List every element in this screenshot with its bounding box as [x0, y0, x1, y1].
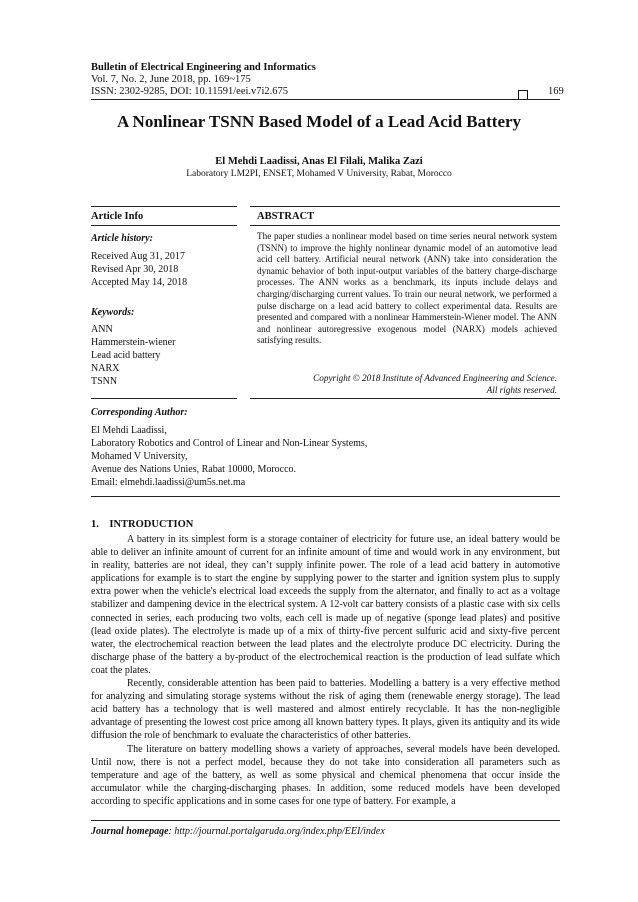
header-rule [91, 99, 560, 100]
introduction-body [91, 533, 560, 808]
keywords-label: Keywords: [91, 307, 135, 318]
paragraph: A battery in its simplest form is a storage container of electricity for future use, an ideal battery would be able to deliver an infinite amount of current for an infinite amount of time and would work in any environment, but in reality, batteries are not ideal, they can’t supply infinite power. The role of a lead acid battery in automotive applications for example is to start the engine by supplying power to the starter and ignition system plus to supply extra power when the vehicle's electrical load exceeds the supply from the alternator, and finally to act as a voltage stabilizer and dampening device in the electrical system. A 12-volt car battery consists of a plastic case with six cells connected in series, each producing two volts, each cell is made up of negative (sponge lead plates) and positive (lead oxide plates). The electrolyte is made up of a mix of thirty-five percent sulfuric acid and sixty-five percent water, the electrochemical reaction between the lead plates and the electrolyte produce DC electricity. During the discharge phase of the battery a by-product of the electrochemical reaction is the production of lead sulfate which coat the plates. [91, 534, 560, 676]
keywords-list [91, 323, 175, 388]
history-dates [91, 250, 187, 289]
abstract-rule [250, 225, 560, 226]
page-number: 169 [548, 86, 564, 97]
article-history-label: Article history: [91, 233, 153, 244]
keyword: TSNN [91, 376, 118, 387]
abstract-top-rule [250, 206, 560, 207]
footer-rule [91, 820, 560, 821]
article-info-bottom-rule [91, 398, 237, 399]
section-heading: 1. INTRODUCTION [91, 519, 194, 530]
abstract-bottom-rule [250, 398, 560, 399]
author-address: Avenue des Nations Unies, Rabat 10000, Morocco. [91, 464, 297, 475]
corresponding-author-details [91, 424, 367, 489]
paragraph: The literature on battery modelling shows a variety of approaches, several models have been developed. Until now, there is not a perfect model, because they do not take into consideration all parameters such as temperature and age of the battery, as well as some physical and chemical phenomena that occur inside the accumulator while the charging-discharging phases. In addition, some reduced models have been developed according to specific applications and in some cases for one type of battery. For example, a [91, 743, 560, 807]
keyword: NARX [91, 363, 120, 374]
copyright-line: All rights reserved. [486, 385, 557, 395]
copyright-line: Copyright © 2018 Institute of Advanced Engineering and Science. [313, 373, 557, 383]
keyword: Lead acid battery [91, 350, 161, 361]
paragraph: Recently, considerable attention has been paid to batteries. Modelling a battery is a very effective method for analyzing and simulating storage systems without the risk of aging them (renewable energy storage). The lead acid battery has a technology that is well mastered and almost entirely recyclable. It has the non-negligible advantage of presenting the lowest cost price among all known battery types. It plays, given its antiquity and its wide diffusion the role of benchmark to evaluate the characteristics of other batteries. [91, 678, 560, 742]
abstract-heading: ABSTRACT [257, 211, 315, 222]
article-info-rule [91, 225, 237, 226]
homepage-label: Journal homepage [91, 826, 169, 837]
author-email: Email: elmehdi.laadissi@um5s.net.ma [91, 477, 246, 488]
article-info-heading: Article Info [91, 211, 144, 222]
accepted-date: Accepted May 14, 2018 [91, 277, 188, 288]
volume-info: Vol. 7, No. 2, June 2018, pp. 169~175 [91, 74, 251, 85]
authors: El Mehdi Laadissi, Anas El Filali, Malika Zazi [215, 156, 423, 167]
copyright [257, 372, 557, 396]
article-info-top-rule [91, 206, 237, 207]
homepage-url[interactable]: : http://journal.portalgaruda.org/index.php/EEI/index [168, 826, 385, 837]
affiliation: Laboratory LM2PI, ENSET, Mohamed V University, Rabat, Morocco [186, 169, 452, 179]
received-date: Received Aug 31, 2017 [91, 251, 185, 262]
keyword: ANN [91, 324, 113, 335]
keyword: Hammerstein-wiener [91, 337, 176, 348]
journal-homepage [91, 826, 385, 837]
abstract-text: The paper studies a nonlinear model based on time series neural network system (TSNN) to improve the highly nonlinear dynamic model of an automotive lead acid cell battery. Artificial neural network (ANN) take into consideration the dynamic behavior of both input-output variables of the battery charge-discharge processes. The ANN works as a benchmark, its inputs include delays and charging/discharging current values. To train our neural network, we performed a pulse discharge on a lead acid battery to collect experimental data. Results are presented and compared with a nonlinear Hammerstein-Wiener model. The ANN and nonlinear autoregressive exogenous model (NARX) models achieved satisfying results. [257, 231, 557, 346]
author-lab: Laboratory Robotics and Control of Linear and Non-Linear Systems, [91, 438, 368, 449]
revised-date: Revised Apr 30, 2018 [91, 264, 179, 275]
corresponding-author-label: Corresponding Author: [91, 407, 188, 418]
corresponding-bottom-rule [91, 496, 560, 497]
journal-name: Bulletin of Electrical Engineering and Informatics [91, 62, 316, 73]
issn-doi: ISSN: 2302-9285, DOI: 10.11591/eei.v7i2.675 [91, 86, 289, 97]
author-name: El Mehdi Laadissi, [91, 425, 167, 436]
paper-title: A Nonlinear TSNN Based Model of a Lead Acid Battery [116, 112, 522, 131]
author-university: Mohamed V University, [91, 451, 188, 462]
page-box-icon [518, 87, 528, 105]
